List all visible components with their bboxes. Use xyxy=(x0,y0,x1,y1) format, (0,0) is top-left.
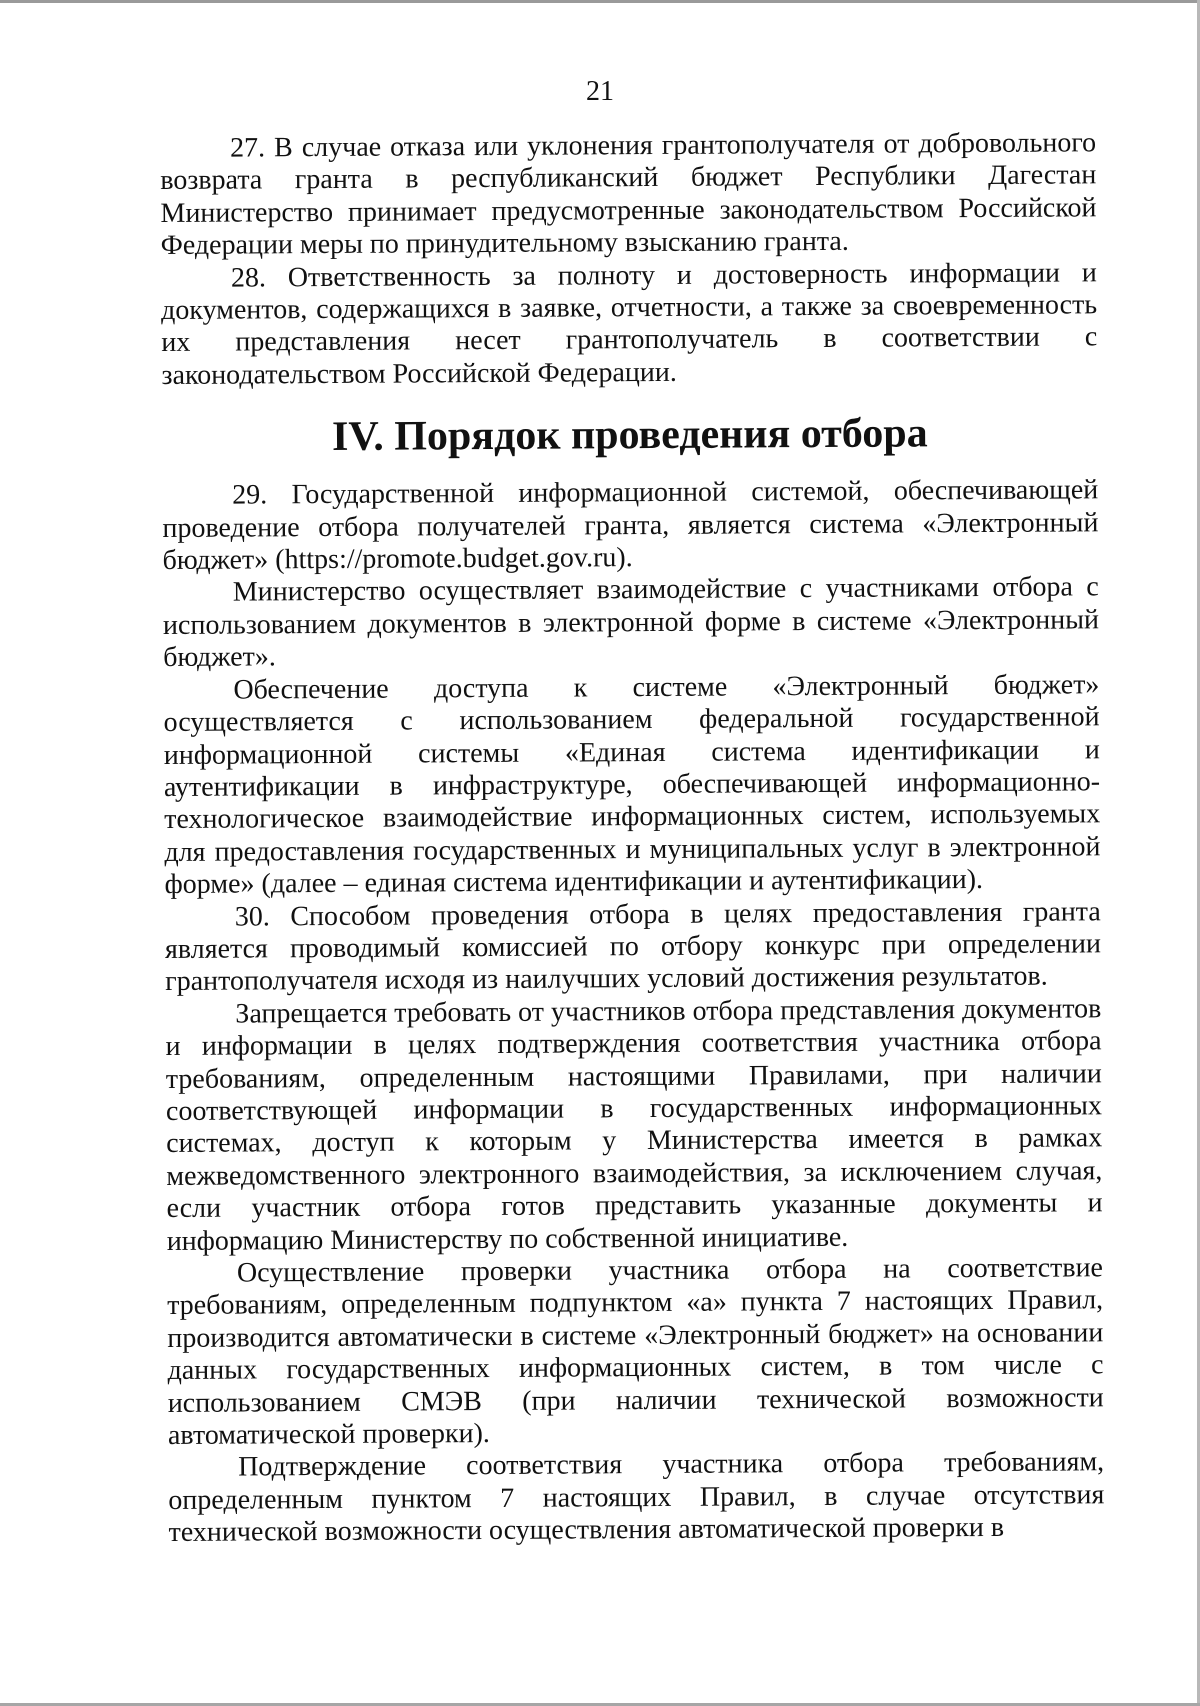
paragraph-confirmation: Подтверждение соответствия участника отбора требованиям, определенным пунктом 7 настоящих Правил, в случае отсутствия технической возможности осуществления автоматической проверки в xyxy=(168,1446,1105,1549)
paragraph-prohibition: Запрещается требовать от участников отбора представления документов и информации в целях подтверждения соответствия участника отбора требованиям, определенным настоящими Правилами, при наличии соответствующей информации в государственных информационных системах, доступ к которым у Министерства имеется в рамках межведомственного электронного взаимодействия, за исключением случая, если участник отбора готов представить указанные документы и информацию Министерству по собственной инициативе. xyxy=(165,993,1103,1257)
paragraph-ministry-interaction: Министерство осуществляет взаимодействие с участниками отбора с использованием документов в электронной форме в системе «Электронный бюджет». xyxy=(162,571,1100,674)
scan-edge-top xyxy=(0,0,1200,3)
paragraph-automatic-check: Осуществление проверки участника отбора на соответствие требованиям, определенным подпунктом «а» пункта 7 настоящих Правил, производится автоматически в системе «Электронный бюджет» на основании данных государственных информационных систем, в том числе с использованием СМЭВ (при наличии технической возможности автоматической проверки). xyxy=(167,1252,1104,1452)
paragraph-30: 30. Способом проведения отбора в целях предоставления гранта является проводимый комиссией по отбору конкурс при определении грантополучателя исходя из наилучших условий достижения результатов. xyxy=(164,895,1102,998)
document-body xyxy=(160,127,1105,1549)
paragraph-28: 28. Ответственность за полноту и достоверность информации и документов, содержащихся в заявке, отчетности, а также за своевременность их представления несет грантополучатель в соответствии с законодательством Российской Федерации. xyxy=(160,256,1098,391)
paragraph-27: 27. В случае отказа или уклонения грантополучателя от добровольного возврата гранта в республиканский бюджет Республики Дагестан Министерство принимает предусмотренные законодательством Российской Федерации меры по принудительному взысканию гранта. xyxy=(160,127,1097,262)
paragraph-29: 29. Государственной информационной системой, обеспечивающей проведение отбора получателей гранта, является система «Электронный бюджет» (https://promote.budget.gov.ru). xyxy=(162,474,1099,577)
paragraph-system-access: Обеспечение доступа к системе «Электронный бюджет» осуществляется с использованием федеральной государственной информационной системы «Единая система идентификации и аутентификации в инфраструктуре, обеспечивающей информационно-технологическое взаимодействие информационных систем, используемых для предоставления государственных и муниципальных услуг в электронной форме» (далее – единая система идентификации и аутентификации). xyxy=(163,668,1101,901)
page-number: 21 xyxy=(586,76,614,107)
section-heading: IV. Порядок проведения отбора xyxy=(331,410,928,461)
